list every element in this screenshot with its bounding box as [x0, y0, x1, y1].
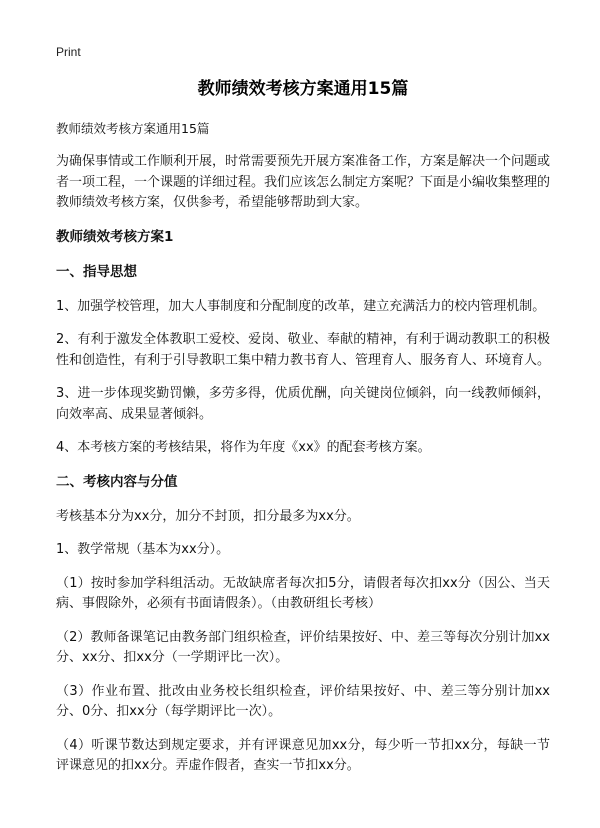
assessment-item: （4）听课节数达到规定要求，并有评课意见加xx分，每少听一节扣xx分，每缺一节评课意见的扣xx分。弄虚作假者，查实一节扣xx分。 [56, 737, 550, 773]
document-body [56, 74, 550, 790]
document-subtitle: 教师绩效考核方案通用15篇 [56, 121, 210, 136]
guiding-item: 1、加强学校管理，加大人事制度和分配制度的改革，建立充满活力的校内管理机制。 [56, 298, 546, 314]
assessment-item: （3）作业布置、批改由业务校长组织检查，评价结果按好、中、差三等分别计加xx分、0分、扣xx分（每学期评比一次）。 [56, 683, 550, 719]
assessment-item: （1）按时参加学科组活动。无故缺席者每次扣5分，请假者每次扣xx分（因公、当天病、事假除外，必须有书面请假条）。（由教研组长考核） [56, 575, 550, 611]
assessment-item: （2）教师备课笔记由教务部门组织检查，评价结果按好、中、差三等每次分别计加xx分、xx分、扣xx分（一学期评比一次）。 [56, 629, 550, 665]
document-title: 教师绩效考核方案通用15篇 [197, 79, 409, 99]
teaching-routine-heading: 1、教学常规（基本为xx分）。 [56, 542, 230, 557]
guiding-item: 2、有利于激发全体教职工爱校、爱岗、敬业、奉献的精神，有利于调动教职工的积极性和创造性，有利于引导教职工集中精力教书育人、管理育人、服务育人、环境育人。 [56, 332, 551, 368]
guiding-item: 3、进一步体现奖勤罚懒，多劳多得，优质优酬，向关键岗位倾斜，向一线教师倾斜，向效率高、成果显著倾斜。 [56, 386, 550, 422]
intro-paragraph: 为确保事情或工作顺利开展，时常需要预先开展方案准备工作，方案是解决一个问题或者一项工程，一个课题的详细过程。我们应该怎么制定方案呢？下面是小编收集整理的教师绩效考核方案，仅供参考，希望能够帮助到大家。 [56, 154, 551, 210]
section-heading-guiding-ideology: 一、指导思想 [56, 263, 137, 280]
print-link[interactable]: Print [56, 45, 81, 59]
plan-heading: 教师绩效考核方案1 [56, 228, 174, 245]
guiding-item: 4、本考核方案的考核结果，将作为年度《xx》的配套考核方案。 [56, 440, 431, 455]
basic-score-paragraph: 考核基本分为xx分，加分不封顶，扣分最多为xx分。 [56, 508, 360, 524]
section-heading-assessment-content: 二、考核内容与分值 [56, 473, 178, 490]
